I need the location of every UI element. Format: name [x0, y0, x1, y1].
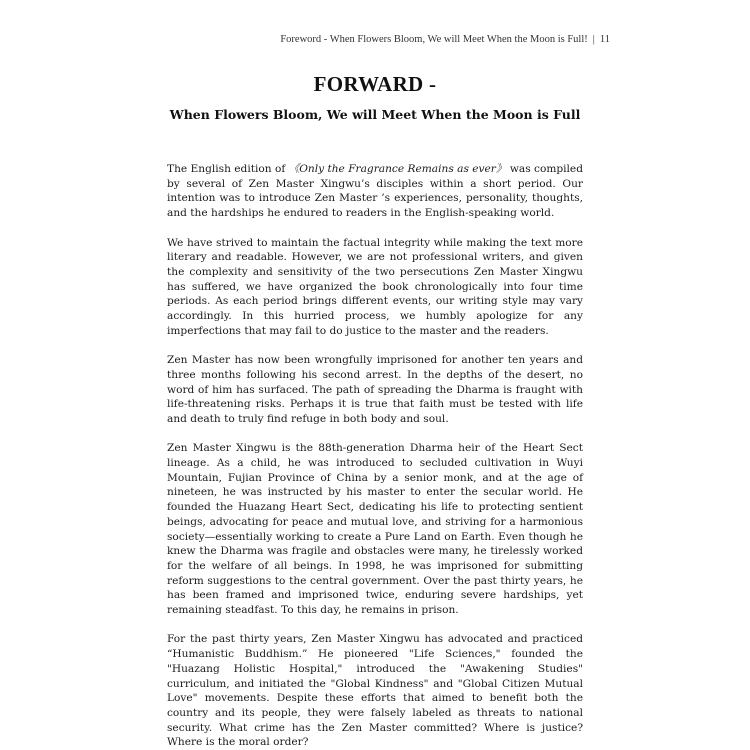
paragraph-1 — [167, 162, 583, 221]
chapter-subtitle: When Flowers Bloom, We will Meet When the Moon is Full — [169, 107, 581, 122]
running-header-title: Foreword - When Flowers Bloom, We will Meet When the Moon is Full! — [280, 34, 588, 45]
page-number: 11 — [599, 34, 610, 45]
paragraph-1-lead: The English edition of — [167, 163, 289, 175]
paragraph-2: We have strived to maintain the factual integrity while making the text more literary and readable. However, we are not professional writers, and given the complexity and sensitivity of the two persecutions Zen Master Xingwu has suffered, we have organized the book chronologically into four time periods. As each period brings different events, our writing style may vary accordingly. In this hurried process, we humbly apologize for any imperfections that may fail to do justice to the master and the readers. — [167, 236, 583, 337]
running-header — [280, 34, 610, 45]
header-separator: | — [592, 34, 595, 45]
body-text — [167, 162, 583, 750]
chapter-title: FORWARD - — [313, 72, 437, 96]
paragraph-4: Zen Master Xingwu is the 88th-generation Dharma heir of the Heart Sect lineage. As a child, he was introduced to secluded cultivation in Wuyi Mountain, Fujian Province of China by a senior monk, and at the age of nineteen, he was instructed by his master to enter the secular world. He founded the Huazang Heart Sect, dedicating his life to protecting sentient beings, advocating for peace and mutual love, and striving for a harmonious society—essentially working to create a Pure Land on Earth. Even though he knew the Dharma was fragile and obstacles were many, he tirelessly worked for the welfare of all beings. In 1998, he was imprisoned for submitting reform suggestions to the central government. Over the past thirty years, he has been framed and imprisoned twice, enduring severe hardships, yet remaining steadfast. To this day, he remains in prison. — [167, 442, 583, 617]
paragraph-5: For the past thirty years, Zen Master Xingwu has advocated and practiced “Humanistic Buddhism.” He pioneered "Life Sciences," founded the "Huazang Holistic Hospital," introduced the "Awakening Studies" curriculum, and initiated the "Global Kindness" and "Global Citizen Mutual Love" movements. Despite these efforts that aimed to benefit both the country and its people, they were falsely labeled as threats to national security. What crime has the Zen Master committed? Where is justice? Where is the moral order? — [167, 633, 583, 749]
paragraph-3: Zen Master has now been wrongfully imprisoned for another ten years and three months following his second arrest. In the depths of the desert, no word of him has surfaced. The path of spreading the Dharma is fraught with life-threatening risks. Perhaps it is true that faith must be tested with life and death to truly find refuge in both body and soul. — [167, 354, 583, 425]
paragraph-1-rest: was compiled by several of Zen Master Xingwu’s disciples within a short period. Our intention was to introduce Zen Master ’s experiences, personality, thoughts, and the hardships he endured to readers in the English-speaking world. — [167, 163, 583, 220]
book-title: 《Only the Fragrance Remains as ever》 — [288, 163, 507, 175]
